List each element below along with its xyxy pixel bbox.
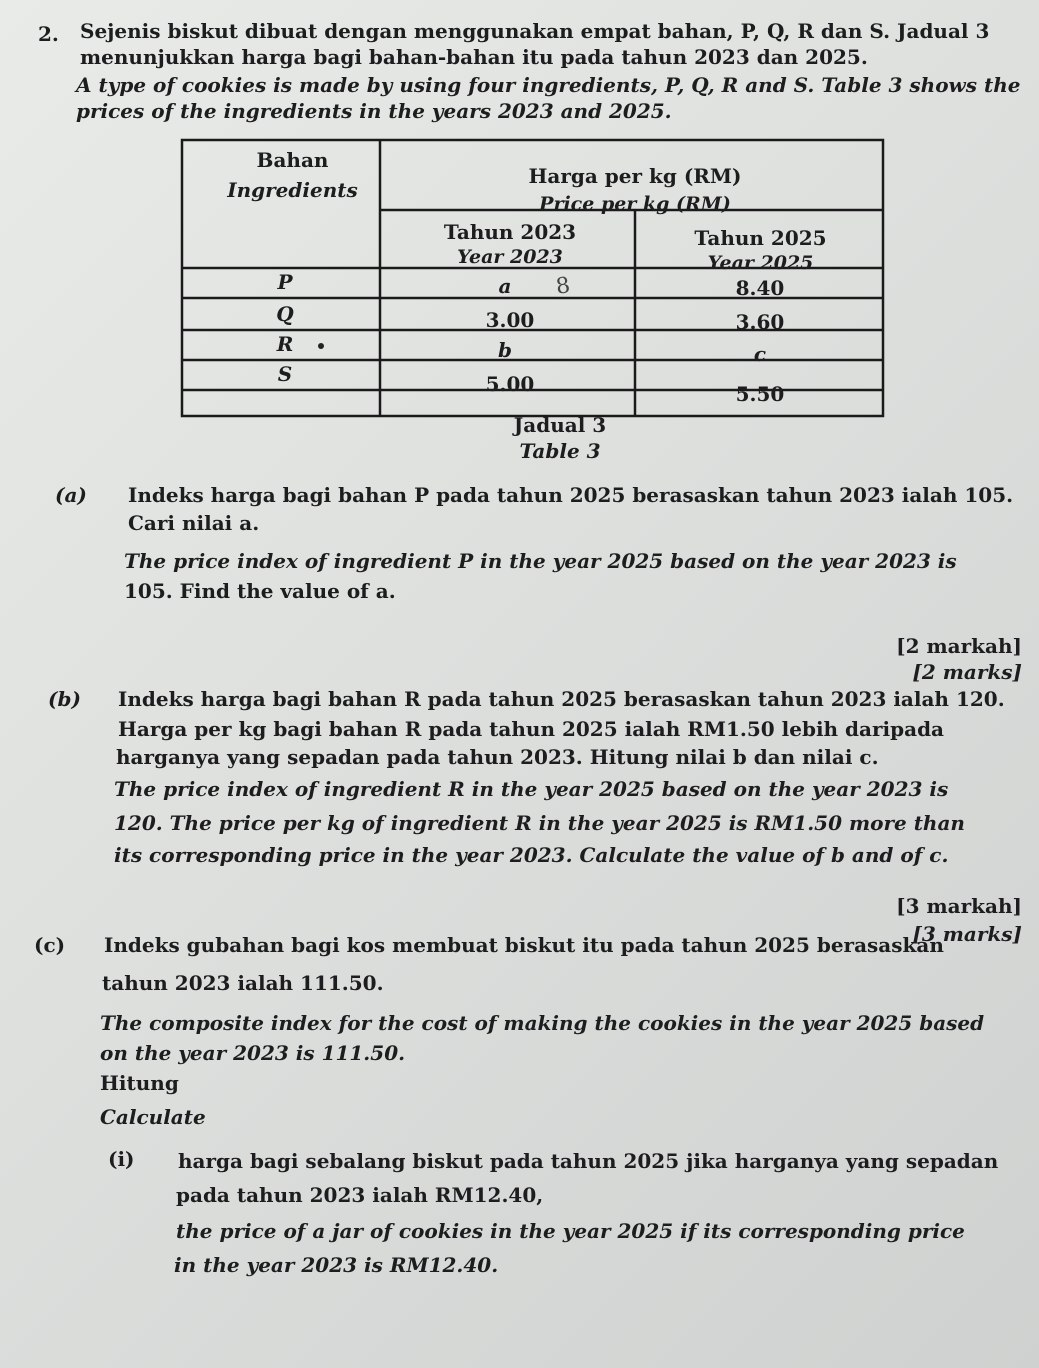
part-c-sub-i-label: (i) xyxy=(108,1147,135,1171)
row-price-2025: c xyxy=(753,342,767,366)
part-c-calc-en: Calculate xyxy=(100,1105,206,1129)
header-year1-ms: Tahun 2023 xyxy=(443,220,577,244)
part-b-ms-2: Harga per kg bagi bahan R pada tahun 2025 ialah RM1.50 lebih daripada xyxy=(118,717,945,741)
part-c-label: (c) xyxy=(34,933,66,957)
part-b-en-3: its corresponding price in the year 2023. Calculate the value of b and of c. xyxy=(114,843,949,867)
part-b-en-1: The price index of ingredient R in the year 2025 based on the year 2023 is xyxy=(114,777,949,801)
part-c-calc-ms: Hitung xyxy=(100,1071,179,1095)
part-b-label: (b) xyxy=(48,687,81,711)
intro-en-line-1: A type of cookies is made by using four ingredients, P, Q, R and S. Table 3 shows the xyxy=(76,73,1021,97)
header-price-en: Price per kg (RM) xyxy=(539,193,731,215)
part-a-label: (a) xyxy=(55,483,87,507)
part-a-marks-ms xyxy=(800,634,1022,658)
row-price-2023: 3.00 xyxy=(485,308,535,332)
marks-text: [2 markah] xyxy=(896,634,1022,658)
part-c-en-1: The composite index for the cost of making the cookies in the year 2025 based xyxy=(100,1011,985,1035)
dot-mark xyxy=(318,343,324,349)
part-c-sub-i-ms-2: pada tahun 2023 ialah RM12.40, xyxy=(176,1183,544,1207)
part-a-marks-en xyxy=(800,660,1022,684)
part-a-ms-1: Indeks harga bagi bahan P pada tahun 2025 berasaskan tahun 2023 ialah 105. xyxy=(128,483,1014,507)
row-price-2025: 5.50 xyxy=(735,382,785,406)
header-year2-en: Year 2025 xyxy=(707,252,814,274)
part-c-ms-1: Indeks gubahan bagi kos membuat biskut itu pada tahun 2025 berasaskan xyxy=(104,933,944,957)
pencil-mark: 8 xyxy=(554,273,572,300)
row-price-2023: 5.00 xyxy=(485,372,535,396)
intro-en-line-2: prices of the ingredients in the years 2023 and 2025. xyxy=(76,99,672,123)
part-c-sub-i-ms-1: harga bagi sebalang biskut pada tahun 2025 jika harganya yang sepadan xyxy=(178,1149,999,1173)
header-ingredient-en: Ingredients xyxy=(227,178,358,202)
header-ingredient-ms: Bahan xyxy=(256,148,329,172)
row-price-2025: 3.60 xyxy=(735,310,785,334)
part-b-ms-1: Indeks harga bagi bahan R pada tahun 2025 berasaskan tahun 2023 ialah 120. xyxy=(118,687,1005,711)
header-price-ms: Harga per kg (RM) xyxy=(528,164,742,188)
part-b-marks-ms xyxy=(800,894,1022,918)
row-price-2023: a xyxy=(498,274,512,298)
row-price-2023: b xyxy=(498,338,512,362)
part-a-ms-2: Cari nilai a. xyxy=(128,511,260,535)
part-c-ms-2: tahun 2023 ialah 111.50. xyxy=(102,971,384,995)
intro-ms-line-2: menunjukkan harga bagi bahan-bahan itu pada tahun 2023 dan 2025. xyxy=(80,45,868,69)
part-b-ms-3: harganya yang sepadan pada tahun 2023. Hitung nilai b dan nilai c. xyxy=(116,745,879,769)
part-b-en-2: 120. The price per kg of ingredient R in the year 2025 is RM1.50 more than xyxy=(114,811,965,835)
table-caption-ms: Jadual 3 xyxy=(513,413,607,437)
row-ingredient: Q xyxy=(276,302,294,326)
marks-text: [3 marks] xyxy=(912,922,1022,946)
part-c-en-2: on the year 2023 is 111.50. xyxy=(100,1041,406,1065)
row-price-2025: 8.40 xyxy=(735,276,785,300)
question-number: 2. xyxy=(38,22,59,46)
part-a-en-1: The price index of ingredient P in the year 2025 based on the year 2023 is xyxy=(124,549,957,573)
part-c-sub-i-en-2: in the year 2023 is RM12.40. xyxy=(174,1253,499,1277)
header-year2-ms: Tahun 2025 xyxy=(694,226,827,250)
header-year1-en: Year 2023 xyxy=(457,246,563,268)
part-c-sub-i-en-1: the price of a jar of cookies in the year 2025 if its corresponding price xyxy=(176,1219,965,1243)
marks-text: [2 marks] xyxy=(912,660,1022,684)
marks-text: [3 markah] xyxy=(896,894,1022,918)
row-ingredient: R xyxy=(276,332,294,356)
part-a-en-2: 105. Find the value of a. xyxy=(124,579,396,603)
intro-ms-line-1: Sejenis biskut dibuat dengan menggunakan empat bahan, P, Q, R dan S. Jadual 3 xyxy=(80,19,990,43)
table-caption-en: Table 3 xyxy=(519,439,601,463)
price-table xyxy=(180,138,885,418)
row-ingredient: S xyxy=(277,362,293,386)
row-ingredient: P xyxy=(277,270,293,294)
